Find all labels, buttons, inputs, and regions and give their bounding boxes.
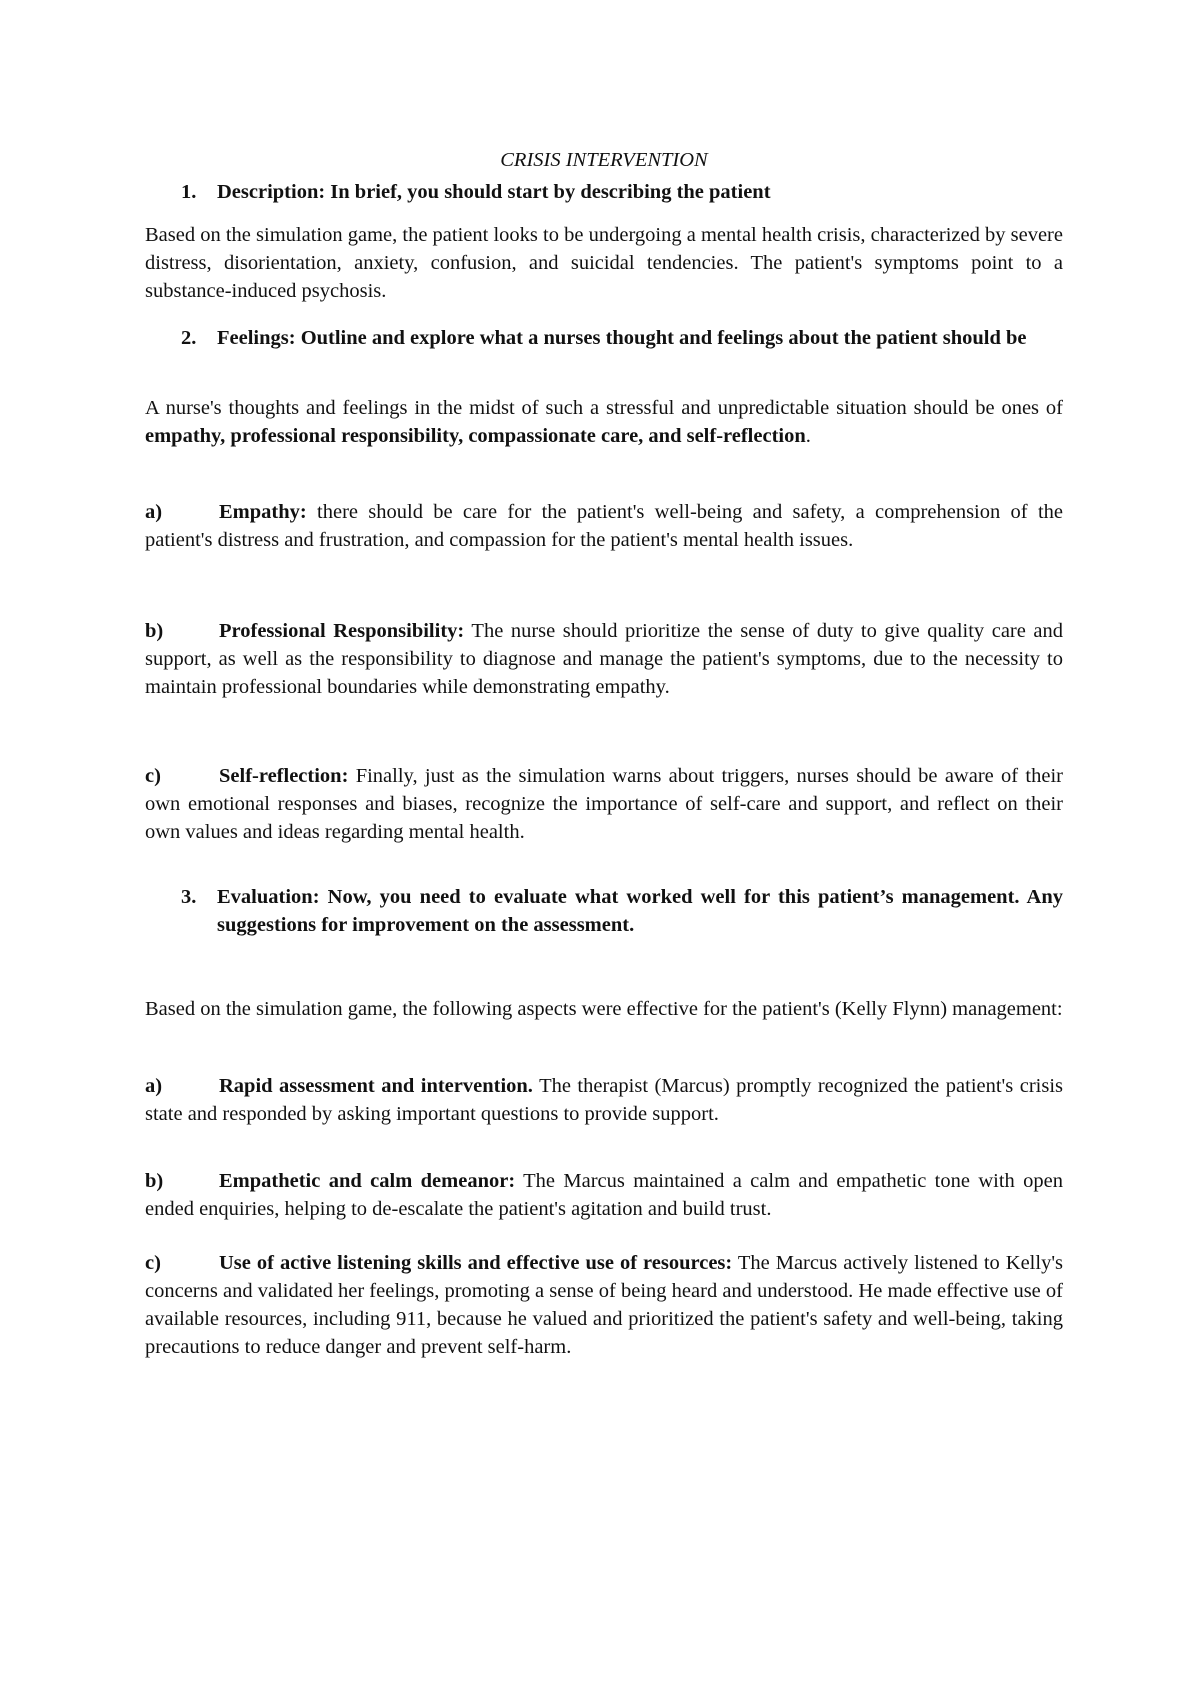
item-text: The nurse should prioritize the sense of duty to give quality care and support, as well as the responsibility to diagnose and manage the patient's symptoms, due to the necessity to maintain professional boundaries while demonstrating empathy. bbox=[145, 620, 1063, 698]
section-2-heading-text: Feelings: Outline and explore what a nurses thought and feelings about the patient should be bbox=[217, 327, 1027, 349]
section-2-item-a bbox=[145, 498, 1063, 554]
item-text: The Marcus actively listened to Kelly's concerns and validated her feelings, promoting a sense of being heard and understood. He made effective use of available resources, including 911, because he valued and prioritized the patient's safety and well-being, taking precautions to reduce danger and prevent self-harm. bbox=[145, 1252, 1063, 1358]
section-3-item-b bbox=[145, 1167, 1063, 1223]
item-term: Professional Responsibility: bbox=[219, 620, 465, 642]
section-3-heading-text: Evaluation: Now, you need to evaluate what worked well for this patient’s management. Any suggestions for improvement on the assessment. bbox=[217, 886, 1063, 936]
item-letter: a) bbox=[145, 1075, 163, 1097]
item-letter: c) bbox=[145, 765, 161, 787]
item-term: Empathetic and calm demeanor: bbox=[219, 1170, 516, 1192]
section-2-intro-after: . bbox=[805, 425, 811, 447]
section-2-intro bbox=[145, 394, 1063, 450]
section-1-body: Based on the simulation game, the patient looks to be undergoing a mental health crisis, characterized by severe distress, disorientation, anxiety, confusion, and suicidal tendencies. The patient's symptoms point to a substance-induced psychosis. bbox=[145, 224, 1063, 302]
item-text: there should be care for the patient's well-being and safety, a comprehension of the patient's distress and frustration, and compassion for the patient's mental health issues. bbox=[145, 501, 1063, 551]
item-text: Finally, just as the simulation warns about triggers, nurses should be aware of their own emotional responses and biases, recognize the importance of self-care and support, and reflect on their own values and ideas regarding mental health. bbox=[145, 765, 1063, 843]
item-letter: a) bbox=[145, 501, 163, 523]
section-3-item-c bbox=[145, 1249, 1063, 1361]
section-1-number: 1. bbox=[181, 181, 197, 203]
section-2-item-c bbox=[145, 762, 1063, 846]
item-text: The therapist (Marcus) promptly recognized the patient's crisis state and responded by asking important questions to provide support. bbox=[145, 1075, 1064, 1125]
section-3-heading bbox=[181, 883, 1063, 939]
section-2-item-b bbox=[145, 617, 1063, 701]
section-1-heading-text: Description: In brief, you should start by describing the patient bbox=[217, 181, 771, 203]
section-2-intro-bold: empathy, professional responsibility, compassionate care, and self-reflection bbox=[145, 425, 806, 447]
section-2-number: 2. bbox=[181, 327, 197, 349]
document-title: CRISIS INTERVENTION bbox=[500, 149, 708, 171]
section-1-heading bbox=[181, 178, 1063, 206]
item-term: Self-reflection: bbox=[219, 765, 349, 787]
item-letter: b) bbox=[145, 620, 164, 642]
item-term: Use of active listening skills and effective use of resources: bbox=[219, 1252, 733, 1274]
item-term: Rapid assessment and intervention. bbox=[219, 1075, 533, 1097]
item-letter: b) bbox=[145, 1170, 164, 1192]
section-3-number: 3. bbox=[181, 886, 197, 908]
item-letter: c) bbox=[145, 1252, 161, 1274]
section-2-heading bbox=[181, 324, 1063, 352]
section-3-item-a bbox=[145, 1072, 1063, 1128]
section-2-intro-before: A nurse's thoughts and feelings in the midst of such a stressful and unpredictable situation should be ones of bbox=[145, 397, 1063, 419]
section-3-intro: Based on the simulation game, the following aspects were effective for the patient's (Kelly Flynn) management: bbox=[145, 998, 1063, 1020]
item-text: The Marcus maintained a calm and empathetic tone with open ended enquiries, helping to de-escalate the patient's agitation and build trust. bbox=[145, 1170, 1063, 1220]
item-term: Empathy: bbox=[219, 501, 307, 523]
